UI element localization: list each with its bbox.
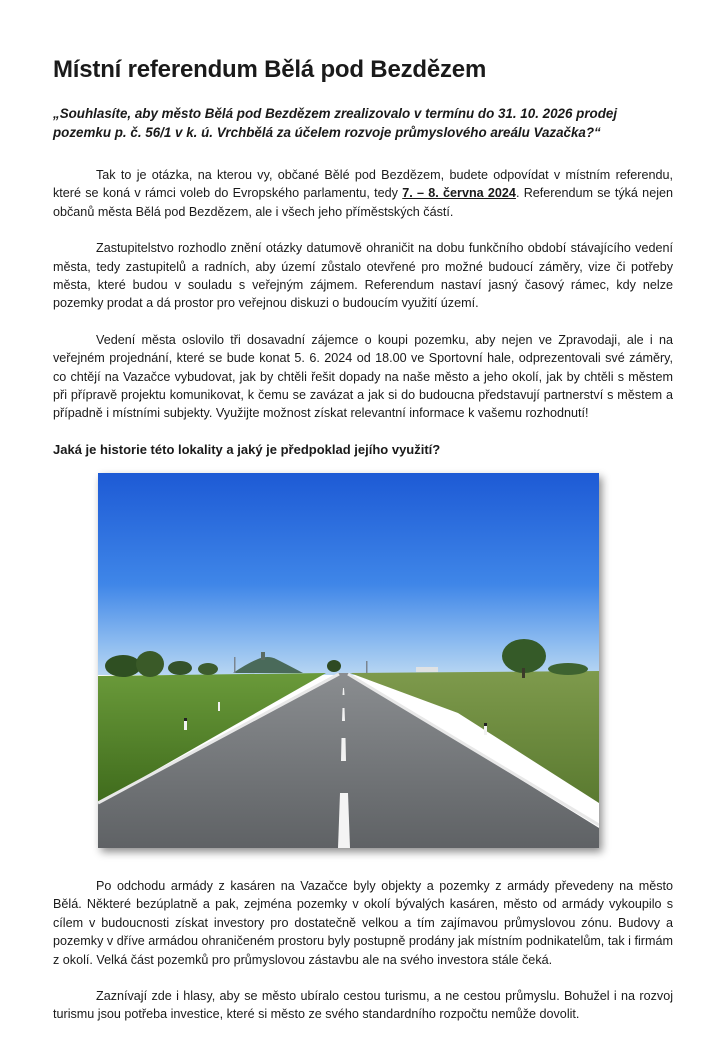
intro-paragraph [53,166,673,221]
investors-paragraph: Vedení města oslovilo tři dosavadní zájemce o koupi pozemku, aby nejen ve Zpravodaji, ale i na veřejném projednání, které se bude konat 5. 6. 2024 od 18.00 ve Sportovní hale, odprezentovali své záměry, co chtějí na Vazačce vybudovat, jak by chtěli řešit dopady na naše město a jeho okolí, jak by chtěli s městem při přípravě projektu komunikovat, k čemu se zavázat a jak si do budoucna představují partnerství s městem a případně i místními subjekty. Využijte možnost získat relevantní informace k vašemu rozhodnutí! [53,332,673,421]
history-paragraph: Po odchodu armády z kasáren na Vazačce byly objekty a pozemky z armády převedeny na město Bělá. Některé bezúplatně a pak, zejména pozemky v okolí bývalých kasáren, město od armády vykoupilo s cílem v budoucnosti získat investory pro dostatečně velkou a tím zajímavou průmyslovou zónu. Budovy a pozemky v dříve armádou ohraničeném prostoru byly postupně prodány jak místním podnikatelům, tak i firmám z okolí. Velká část pozemků pro průmyslovou zástavbu ale na svého investora stále čeká. [53,878,673,967]
road-photo [98,473,599,848]
council-paragraph: Zastupitelstvo rozhodlo znění otázky datumově ohraničit na dobu funkčního období stávajícího vedení města, tedy zastupitelů a radních, aby území zůstalo otevřené pro možné budoucí záměry, vize či potřeby města, které budou v souladu s veřejným zájmem. Referendum nastaví jasný časový rámec, kdy nelze pozemky prodat a dá prostor pro veřejnou diskuzi o budoucím využití území. [53,241,673,311]
referendum-question: „Souhlasíte, aby město Bělá pod Bezdězem zrealizovalo v termínu do 31. 10. 2026 prodej pozemku p. č. 56/1 v k. ú. Vrchbělá za účelem rozvoje průmyslového areálu Vazačka?“ [53,106,618,140]
intro-text-after: . Referendum se týká nejen občanů města Bělá pod Bezdězem, ale i všech jeho příměstských částí. [53,186,673,219]
referendum-date: 7. – 8. června 2024 [402,186,516,201]
history-heading: Jaká je historie této lokality a jaký je předpoklad jejího využití? [53,441,441,457]
page-title: Místní referendum Bělá pod Bezdězem [53,56,487,83]
tourism-paragraph: Zaznívají zde i hlasy, aby se město ubíralo cestou turismu, a ne cestou průmyslu. Bohužel i na rozvoj turismu jsou potřeba investice, které si město ze svého standardního rozpočtu nemůže dovolit. [53,988,673,1022]
intro-text-before: Tak to je otázka, na kterou vy, občané Bělé pod Bezdězem, budete odpovídat v místním referendu, které se koná v rámci voleb do Evropského parlamentu, tedy [53,168,673,201]
document-page [53,56,673,1042]
